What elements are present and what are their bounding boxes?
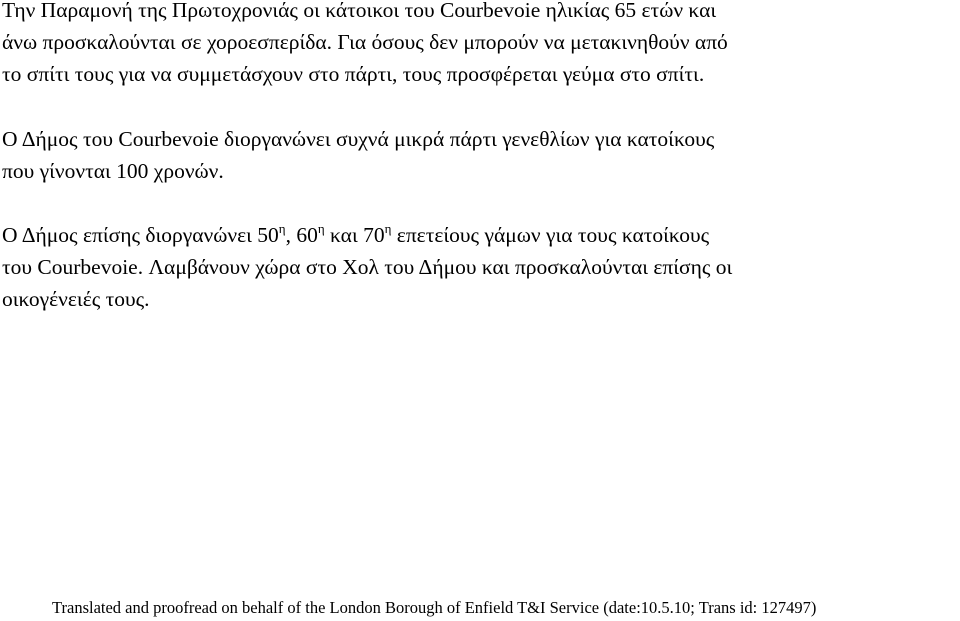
paragraph-wedding-anniversaries: [2, 219, 732, 315]
ordinal-superscript: η: [317, 221, 325, 236]
text-line: το σπίτι τους για να συμμετάσχουν στο πάρτι, τους προσφέρεται γεύμα στο σπίτι.: [2, 62, 705, 86]
text-line: του Courbevoie. Λαμβάνουν χώρα στο Χολ του Δήμου και προσκαλούνται επίσης οι: [2, 255, 733, 279]
text-fragment: Ο Δήμος επίσης διοργανώνει 50: [2, 223, 279, 247]
text-line: οικογένειές τους.: [2, 287, 150, 311]
ordinal-superscript: η: [384, 221, 392, 236]
paragraph-birthday-parties: [2, 123, 714, 187]
text-line: Την Παραμονή της Πρωτοχρονιάς οι κάτοικοι του Courbevoie ηλικίας 65 ετών και: [2, 0, 717, 22]
ordinal-superscript: η: [278, 221, 286, 236]
text-line: που γίνονται 100 χρονών.: [2, 159, 224, 183]
text-fragment: επετείους γάμων για τους κατοίκους: [391, 223, 710, 247]
paragraph-new-year-party: [2, 0, 728, 90]
text-fragment: και 70: [324, 223, 385, 247]
text-line: Ο Δήμος του Courbevoie διοργανώνει συχνά μικρά πάρτι γενεθλίων για κατοίκους: [2, 127, 715, 151]
text-fragment: , 60: [285, 223, 318, 247]
text-line: άνω προσκαλούνται σε χοροεσπερίδα. Για όσους δεν μπορούν να μετακινηθούν από: [2, 30, 728, 54]
translation-footer: Translated and proofread on behalf of the London Borough of Enfield T&I Service (date:10.5.10; Trans id: 127497): [52, 598, 817, 617]
text-line: [2, 219, 732, 251]
